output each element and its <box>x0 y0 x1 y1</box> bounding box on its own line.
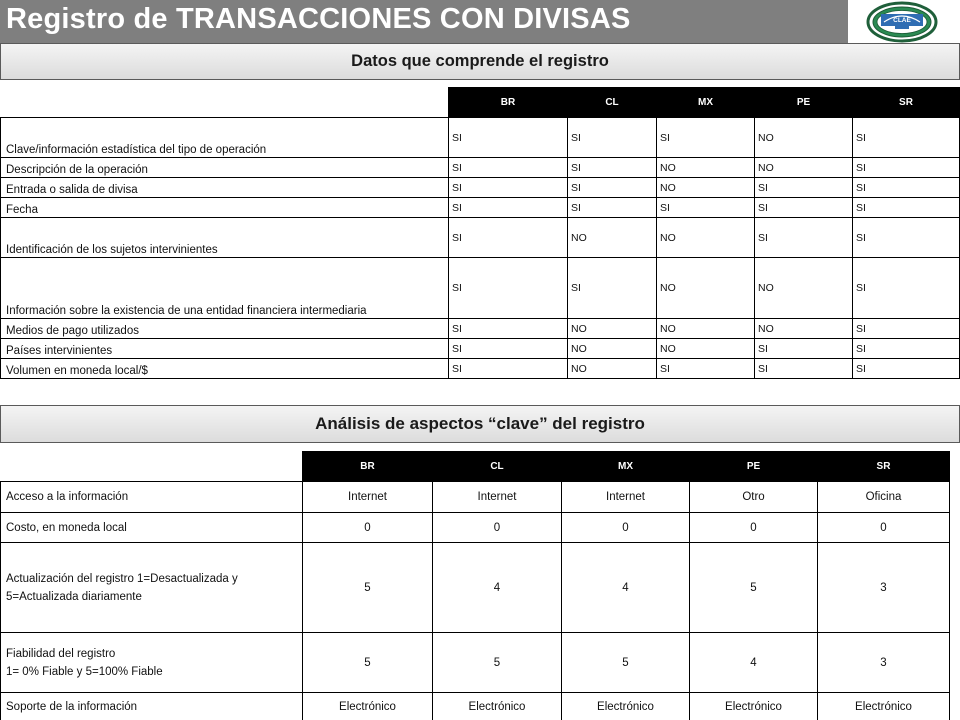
table-cell: Internet <box>433 482 562 513</box>
table-cell: Otro <box>690 482 818 513</box>
row-label: Costo, en moneda local <box>1 513 303 543</box>
row-label: Países intervinientes <box>1 339 449 359</box>
table-cell: SI <box>853 178 960 198</box>
table-row <box>1 339 960 359</box>
table-cell: NO <box>657 319 755 339</box>
row-label: Actualización del registro 1=Desactualizada y 5=Actualizada diariamente <box>1 543 303 633</box>
table-cell: NO <box>755 258 853 319</box>
table-row <box>1 513 950 543</box>
table-corner <box>1 452 303 482</box>
row-label: Medios de pago utilizados <box>1 319 449 339</box>
table-cell: SI <box>449 158 568 178</box>
table-row <box>1 198 960 218</box>
table-cell: NO <box>657 258 755 319</box>
table-cell: NO <box>568 359 657 379</box>
table-cell: SI <box>853 258 960 319</box>
table-row <box>1 218 960 258</box>
table-row <box>1 258 960 319</box>
table-cell: SI <box>853 198 960 218</box>
table-cell: SI <box>657 118 755 158</box>
table-cell: 3 <box>818 543 950 633</box>
row-label: Fecha <box>1 198 449 218</box>
table-cell: SI <box>755 198 853 218</box>
table-cell: SI <box>568 178 657 198</box>
table-cell: SI <box>853 218 960 258</box>
title-bar <box>0 0 848 44</box>
row-label: Descripción de la operación <box>1 158 449 178</box>
table-cell: Oficina <box>818 482 950 513</box>
row-label: Fiabilidad del registro 1= 0% Fiable y 5=100% Fiable <box>1 633 303 693</box>
table-row <box>1 319 960 339</box>
svg-text:CLAE: CLAE <box>893 17 911 24</box>
table-cell: SI <box>568 198 657 218</box>
column-header: MX <box>657 88 755 118</box>
table-cell: Electrónico <box>690 693 818 720</box>
table-cell: SI <box>449 319 568 339</box>
table-cell: 4 <box>562 543 690 633</box>
table-cell: SI <box>449 198 568 218</box>
table-cell: SI <box>755 178 853 198</box>
table-row <box>1 118 960 158</box>
table-cell: NO <box>568 319 657 339</box>
table-cell: SI <box>853 359 960 379</box>
table-cell: SI <box>657 359 755 379</box>
table-cell: SI <box>853 158 960 178</box>
table-cell: Electrónico <box>433 693 562 720</box>
table-cell: NO <box>755 319 853 339</box>
slide-title: Registro de TRANSACCIONES CON DIVISAS <box>6 3 631 35</box>
column-header: BR <box>449 88 568 118</box>
table-row <box>1 543 950 633</box>
data-table-analisis <box>0 451 950 720</box>
table-cell: 5 <box>433 633 562 693</box>
row-label: Clave/información estadística del tipo de operación <box>1 118 449 158</box>
table-cell: SI <box>657 198 755 218</box>
table-cell: SI <box>449 339 568 359</box>
table-cell: 0 <box>818 513 950 543</box>
table-row <box>1 633 950 693</box>
table-row <box>1 693 950 720</box>
column-header: SR <box>818 452 950 482</box>
table-cell: SI <box>755 359 853 379</box>
table-cell: 5 <box>690 543 818 633</box>
table-cell: 4 <box>433 543 562 633</box>
table-cell: 0 <box>303 513 433 543</box>
section-heading-analisis: Análisis de aspectos “clave” del registro <box>0 405 960 443</box>
table-cell: SI <box>449 178 568 198</box>
column-header: PE <box>690 452 818 482</box>
table-header-row <box>1 88 960 118</box>
logo <box>848 0 960 44</box>
column-header: PE <box>755 88 853 118</box>
row-label: Acceso a la información <box>1 482 303 513</box>
row-label: Soporte de la información <box>1 693 303 720</box>
table-cell: NO <box>755 158 853 178</box>
table-cell: SI <box>568 118 657 158</box>
table-cell: 0 <box>690 513 818 543</box>
table-cell: SI <box>568 158 657 178</box>
table-cell: 3 <box>818 633 950 693</box>
table-cell: 4 <box>690 633 818 693</box>
table-cell: Electrónico <box>818 693 950 720</box>
table-cell: NO <box>657 339 755 359</box>
table-row <box>1 158 960 178</box>
column-header: CL <box>433 452 562 482</box>
table-cell: NO <box>568 339 657 359</box>
table-cell: SI <box>755 218 853 258</box>
table-cell: Internet <box>303 482 433 513</box>
row-label: Entrada o salida de divisa <box>1 178 449 198</box>
column-header: SR <box>853 88 960 118</box>
emblem-icon <box>848 0 960 44</box>
table-cell: Electrónico <box>562 693 690 720</box>
table-cell: 0 <box>433 513 562 543</box>
table-cell: SI <box>568 258 657 319</box>
table-cell: 5 <box>562 633 690 693</box>
table-row <box>1 482 950 513</box>
table-cell: NO <box>657 158 755 178</box>
data-table-registro <box>0 87 960 379</box>
table-cell: SI <box>755 339 853 359</box>
table-header-row <box>1 452 950 482</box>
section-heading-datos: Datos que comprende el registro <box>0 43 960 80</box>
table-row <box>1 178 960 198</box>
table-cell: NO <box>755 118 853 158</box>
table-cell: SI <box>853 339 960 359</box>
column-header: MX <box>562 452 690 482</box>
table-cell: SI <box>449 218 568 258</box>
table-cell: SI <box>449 118 568 158</box>
column-header: CL <box>568 88 657 118</box>
table-cell: NO <box>657 178 755 198</box>
table-cell: 5 <box>303 633 433 693</box>
column-header: BR <box>303 452 433 482</box>
row-label: Volumen en moneda local/$ <box>1 359 449 379</box>
row-label: Identificación de los sujetos intervinientes <box>1 218 449 258</box>
table-cell: SI <box>449 359 568 379</box>
table-corner <box>1 88 449 118</box>
table-cell: SI <box>853 319 960 339</box>
table-cell: NO <box>568 218 657 258</box>
table-cell: 0 <box>562 513 690 543</box>
table-cell: 5 <box>303 543 433 633</box>
table-cell: Internet <box>562 482 690 513</box>
table-cell: SI <box>853 118 960 158</box>
table-row <box>1 359 960 379</box>
row-label: Información sobre la existencia de una entidad financiera intermediaria <box>1 258 449 319</box>
table-cell: Electrónico <box>303 693 433 720</box>
table-cell: SI <box>449 258 568 319</box>
table-cell: NO <box>657 218 755 258</box>
